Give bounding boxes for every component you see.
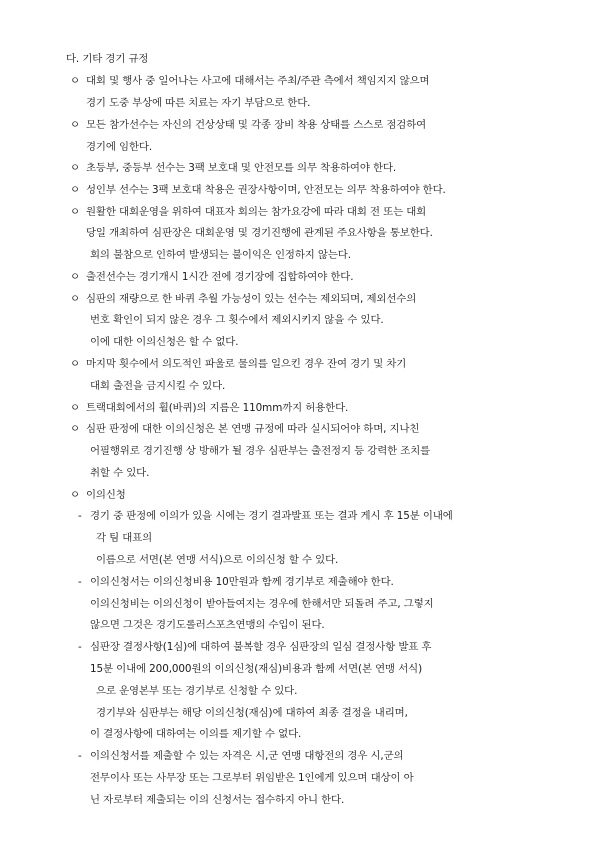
rule-line: 출전선수는 경기개시 1시간 전에 경기장에 집합하여야 한다. [86, 271, 354, 283]
bullet-icon: ㅇ [70, 358, 81, 370]
bullet-icon: ㅇ [70, 206, 81, 218]
rule-line: 어필행위로 경기진행 상 방해가 될 경우 심판부는 출전정지 등 강력한 조치를 [90, 445, 431, 457]
bullet-icon: ㅇ [70, 119, 81, 131]
sub-rule-line: 경기부와 심판부는 해당 이의신청(재심)에 대하여 최종 결정을 내리며, [96, 707, 408, 719]
dash-icon: - [78, 576, 82, 588]
rule-line: 취할 수 있다. [90, 467, 150, 479]
rule-line: 성인부 선수는 3팩 보호대 착용은 권장사항이며, 안전모는 의무 착용하여야 한다. [86, 184, 446, 196]
sub-rule-line: 전무이사 또는 사무장 또는 그로부터 위임받은 1인에게 있으며 대상이 아 [90, 772, 414, 784]
sub-rule-line: 심판장 결정사항(1심)에 대하여 불복할 경우 심판장의 일심 결정사항 발표 후 [90, 641, 432, 653]
bullet-icon: ㅇ [70, 402, 81, 414]
sub-rule-line: 경기 중 판정에 이의가 있을 시에는 경기 결과발표 또는 결과 게시 후 15분 이내에 [90, 510, 453, 522]
bullet-icon: ㅇ [70, 271, 81, 283]
sub-rule-line: 닌 자로부터 제출되는 이의 신청서는 접수하지 아니 한다. [90, 794, 345, 806]
rule-line: 심판 판정에 대한 이의신청은 본 연맹 규정에 따라 실시되어야 하며, 지나친 [86, 423, 420, 435]
rule-line: 번호 확인이 되지 않은 경우 그 횟수에서 제외시키지 않을 수 있다. [90, 314, 384, 326]
sub-rule-line: 이 결정사항에 대하여는 이의를 제기할 수 없다. [90, 728, 302, 740]
rule-line: 대회 및 행사 중 일어나는 사고에 대해서는 주최/주관 측에서 책임지지 않으며 [86, 75, 430, 87]
sub-rule-line: 이의신청비는 이의신청이 받아들여지는 경우에 한해서만 되돌려 주고, 그렇지 [90, 598, 434, 610]
rule-line: 모든 참가선수는 자신의 건상상태 및 각종 장비 착용 상태를 스스로 점검하여 [86, 119, 427, 131]
bullet-icon: ㅇ [70, 162, 81, 174]
rule-line: 경기 도중 부상에 따른 치료는 자기 부담으로 한다. [86, 97, 311, 109]
rule-line: 트랙대회에서의 휠(바퀴)의 지름은 110mm까지 허용한다. [86, 402, 349, 414]
bullet-icon: ㅇ [70, 423, 81, 435]
dash-icon: - [78, 510, 82, 522]
rule-line: 이의신청 [86, 489, 126, 501]
rule-line: 심판의 재량으로 한 바퀴 추월 가능성이 있는 선수는 제외되며, 제외선수의 [86, 293, 417, 305]
rule-line: 회의 불참으로 인하여 발생되는 불이익은 인정하지 않는다. [90, 249, 351, 261]
sub-rule-line: 15분 이내에 200,000원의 이의신청(재심)비용과 함께 서면(본 연맹 서식) [90, 663, 423, 675]
rule-line: 원활한 대회운영을 위하여 대표자 회의는 참가요강에 따라 대회 전 또는 대회 [86, 206, 427, 218]
sub-rule-line: 으로 운영본부 또는 경기부로 신청할 수 있다. [96, 685, 298, 697]
dash-icon: - [78, 641, 82, 653]
sub-rule-line: 않으면 그것은 경기도롤러스포츠연맹의 수입이 된다. [90, 619, 325, 631]
rule-line: 대회 출전을 금지시킬 수 있다. [90, 380, 226, 392]
rule-line: 초등부, 중등부 선수는 3팩 보호대 및 안전모를 의무 착용하여야 한다. [86, 162, 397, 174]
rule-line: 이에 대한 이의신청은 할 수 없다. [90, 336, 239, 348]
rule-line: 경기에 임한다. [86, 141, 153, 153]
bullet-icon: ㅇ [70, 184, 81, 196]
bullet-icon: ㅇ [70, 489, 81, 501]
sub-rule-line: 이의신청서를 제출할 수 있는 자격은 시,군 연맹 대항전의 경우 시,군의 [90, 750, 404, 762]
dash-icon: - [78, 750, 82, 762]
bullet-icon: ㅇ [70, 75, 81, 87]
sub-rule-line: 이름으로 서면(본 연맹 서식)으로 이의신청 할 수 있다. [96, 554, 339, 566]
bullet-icon: ㅇ [70, 293, 81, 305]
section-heading: 다. 기타 경기 규정 [66, 53, 149, 65]
rule-line: 마지막 횟수에서 의도적인 파울로 물의를 일으킨 경우 잔여 경기 및 차기 [86, 358, 407, 370]
sub-rule-line: 이의신청서는 이의신청비용 10만원과 함께 경기부로 제출해야 한다. [90, 576, 394, 588]
sub-rule-line: 각 팀 대표의 [96, 532, 153, 544]
rule-line: 당일 개최하여 심판장은 대회운영 및 경기진행에 관계된 주요사항을 통보한다. [86, 227, 433, 239]
